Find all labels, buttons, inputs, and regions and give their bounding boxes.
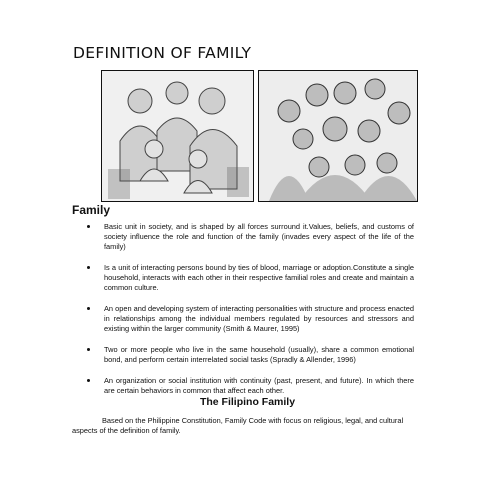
subheading-filipino-family: The Filipino Family (199, 396, 296, 408)
bullet-icon (87, 307, 90, 310)
page-title: DEFINITION OF FAMILY (73, 44, 252, 62)
list-item: Is a unit of interacting persons bound by ties of blood, marriage or adoption.Constitute a single household, interacts with each other in their respective familial roles and create and maintain a common culture. (84, 263, 414, 293)
list-item: Two or more people who live in the same household (usually), share a common emotional bond, and perform certain interrelated social tasks (Spradly & Allender, 1996) (84, 345, 414, 365)
body-paragraph: Based on the Philippine Constitution, Family Code with focus on religious, legal, and cultural aspects of the definition of family. (72, 416, 404, 435)
bullet-icon (87, 266, 90, 269)
bullet-icon (87, 379, 90, 382)
bullet-icon (87, 348, 90, 351)
list-item: An open and developing system of interacting personalities with structure and process enacted in relationships among the individual members regulated by resources and stressors and existing within the larger community (Smith & Maurer, 1995) (84, 304, 414, 334)
section-heading-family: Family (72, 203, 111, 217)
family-sketch-icon (102, 71, 253, 201)
family-group-sketch-icon (259, 71, 417, 201)
bullet-icon (87, 225, 90, 228)
family-sketch-image (101, 70, 254, 202)
definition-list (84, 222, 414, 407)
family-photos (101, 70, 418, 202)
list-item: Basic unit in society, and is shaped by all forces surround it.Values, beliefs, and customs of society influence the role and function of the family (invades every aspect of the life of the family) (84, 222, 414, 252)
family-group-sketch-image (258, 70, 418, 202)
list-item: An organization or social institution with continuity (past, present, and future). In which there are certain behaviors in common that affect each other. (84, 376, 414, 396)
